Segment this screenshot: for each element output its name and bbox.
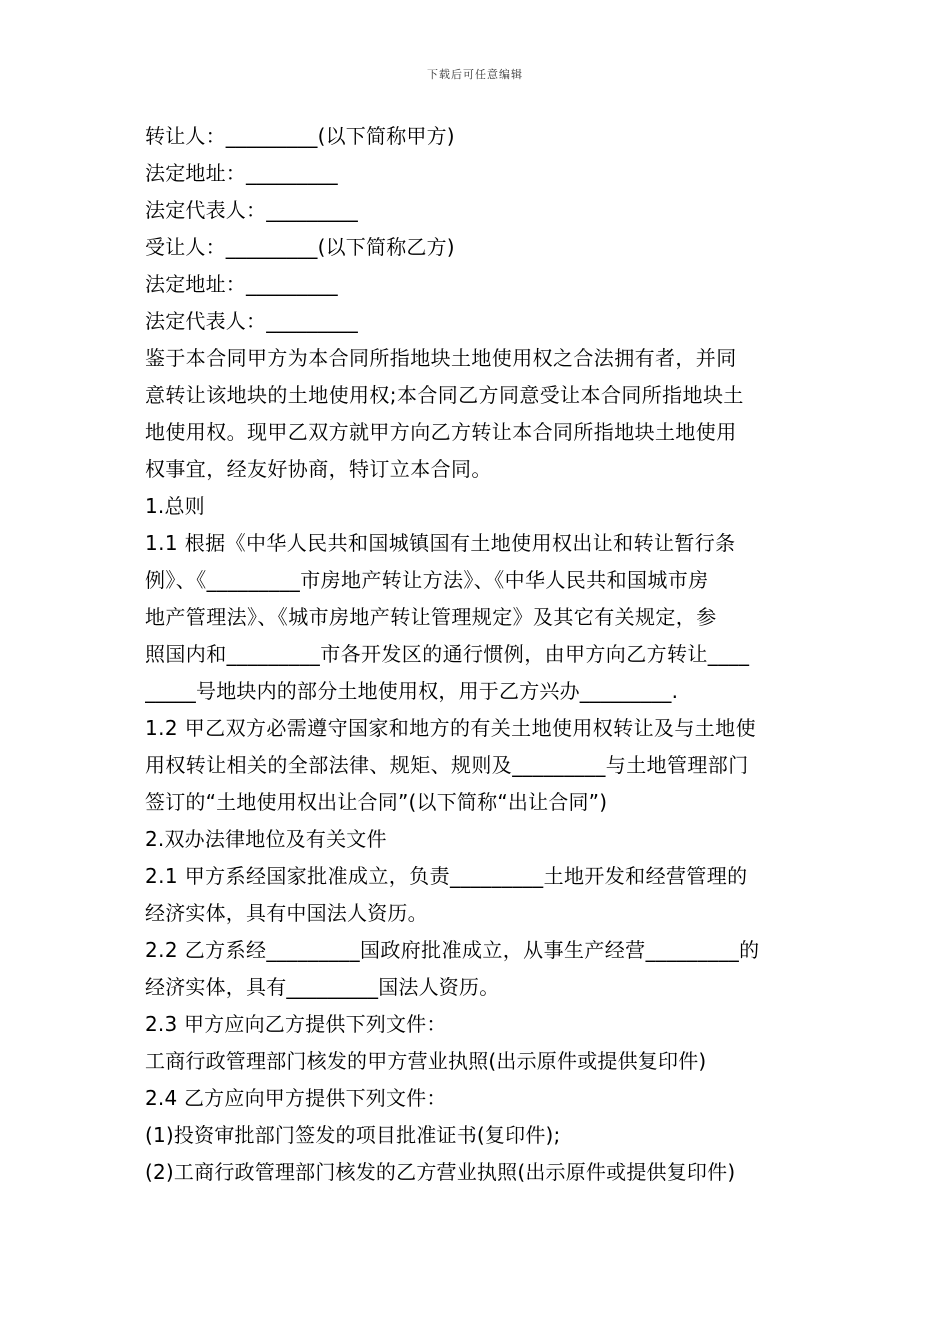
preamble-line: 权事宜，经友好协商，特订立本合同。 bbox=[145, 457, 492, 481]
clause-line: (1)投资审批部门签发的项目批准证书(复印件); bbox=[145, 1123, 561, 1147]
clause-line: 1.2 甲乙双方必需遵守国家和地方的有关土地使用权转让及与土地使 bbox=[145, 716, 756, 740]
document-body bbox=[145, 118, 810, 1191]
clause-line: 经济实体，具有_________国法人资历。 bbox=[145, 975, 500, 999]
clause-line: 照国内和_________市各开发区的通行惯例，由甲方向乙方转让____ bbox=[145, 642, 750, 666]
clause-line: 经济实体，具有中国法人资历。 bbox=[145, 901, 428, 925]
clause-line: 工商行政管理部门核发的甲方营业执照(出示原件或提供复印件) bbox=[145, 1049, 707, 1073]
transferee-address-line: 法定地址：_________ bbox=[145, 272, 338, 296]
transferee-line: 受让人：_________(以下简称乙方) bbox=[145, 235, 455, 259]
clause-line: (2)工商行政管理部门核发的乙方营业执照(出示原件或提供复印件) bbox=[145, 1160, 736, 1184]
section-heading-legal-status: 2.双办法律地位及有关文件 bbox=[145, 827, 387, 851]
clause-line: 1.1 根据《中华人民共和国城镇国有土地使用权出让和转让暂行条 bbox=[145, 531, 736, 555]
transferor-line: 转让人：_________(以下简称甲方) bbox=[145, 124, 455, 148]
clause-line: 2.4 乙方应向甲方提供下列文件： bbox=[145, 1086, 447, 1110]
clause-line: 例》、《_________市房地产转让方法》、《中华人民共和国城市房 bbox=[145, 568, 709, 592]
preamble-line: 意转让该地块的土地使用权;本合同乙方同意受让本合同所指地块土 bbox=[145, 383, 744, 407]
transferor-representative-line: 法定代表人：_________ bbox=[145, 198, 358, 222]
clause-line: 2.3 甲方应向乙方提供下列文件： bbox=[145, 1012, 447, 1036]
clause-line: 签订的“土地使用权出让合同”(以下简称“出让合同”) bbox=[145, 790, 608, 814]
clause-line: _____号地块内的部分土地使用权，用于乙方兴办_________. bbox=[145, 679, 679, 703]
clause-line: 2.2 乙方系经_________国政府批准成立，从事生产经营_________的 bbox=[145, 938, 760, 962]
preamble-line: 地使用权。现甲乙双方就甲方向乙方转让本合同所指地块土地使用 bbox=[145, 420, 737, 444]
transferor-address-line: 法定地址：_________ bbox=[145, 161, 338, 185]
transferee-representative-line: 法定代表人：_________ bbox=[145, 309, 358, 333]
section-heading-general: 1.总则 bbox=[145, 494, 205, 518]
preamble-line: 鉴于本合同甲方为本合同所指地块土地使用权之合法拥有者，并同 bbox=[145, 346, 737, 370]
clause-line: 2.1 甲方系经国家批准成立，负责_________土地开发和经营管理的 bbox=[145, 864, 748, 888]
header-note: 下载后可任意编辑 bbox=[427, 68, 523, 81]
clause-line: 地产管理法》、《城市房地产转让管理规定》及其它有关规定，参 bbox=[145, 605, 717, 629]
clause-line: 用权转让相关的全部法律、规矩、规则及_________与土地管理部门 bbox=[145, 753, 749, 777]
